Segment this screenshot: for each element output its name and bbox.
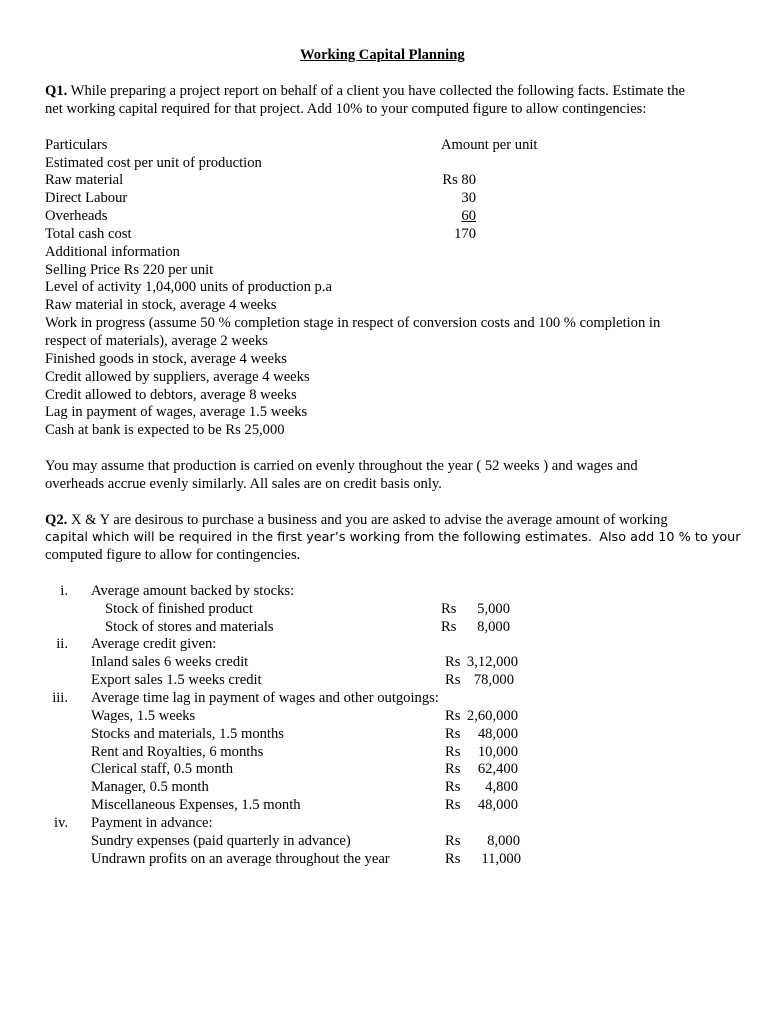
q1-cost-heading: Estimated cost per unit of production bbox=[45, 155, 262, 171]
q2-item-amount: 11,000 bbox=[481, 851, 521, 867]
q1-intro-text-1: While preparing a project report on behalf of a client you have collected the following facts. Estimate the bbox=[67, 83, 686, 99]
q1-info-line: Raw material in stock, average 4 weeks bbox=[45, 297, 277, 313]
q2-item-amount: 3,12,000 bbox=[466, 654, 518, 670]
q2-item-label: Manager, 0.5 month bbox=[91, 779, 209, 795]
q1-info-line: Additional information bbox=[45, 244, 180, 260]
q1-assumption-line-1: You may assume that production is carried on evenly throughout the year ( 52 weeks ) and wages and bbox=[45, 458, 638, 474]
q1-header-particulars: Particulars bbox=[45, 137, 108, 153]
q2-item-prefix: Rs bbox=[445, 761, 461, 777]
q2-section-heading: Average credit given: bbox=[91, 636, 217, 652]
q1-cost-amount: Rs 80 bbox=[442, 172, 476, 188]
q2-section-numeral: iv. bbox=[53, 815, 68, 831]
q1-cost-amount: 170 bbox=[454, 226, 476, 242]
q2-item-label: Inland sales 6 weeks credit bbox=[91, 654, 249, 670]
q1-cost-label: Total cash cost bbox=[45, 226, 132, 242]
q2-item-prefix: Rs bbox=[445, 797, 461, 813]
q1-info-line: Finished goods in stock, average 4 weeks bbox=[45, 351, 287, 367]
q2-item-label: Undrawn profits on an average throughout the year bbox=[91, 851, 390, 867]
q1-info-line: Credit allowed to debtors, average 8 weeks bbox=[45, 387, 297, 403]
q2-section-heading: Average amount backed by stocks: bbox=[91, 583, 295, 599]
q1-label: Q1. bbox=[45, 83, 68, 99]
q1-cost-label: Overheads bbox=[45, 208, 108, 224]
q2-item-amount: 8,000 bbox=[477, 619, 510, 635]
q2-section-heading: Payment in advance: bbox=[91, 815, 213, 831]
q1-cost-amount bbox=[400, 208, 476, 226]
q2-item-amount: 62,400 bbox=[477, 761, 518, 777]
q2-item-amount: 2,60,000 bbox=[466, 708, 518, 724]
q1-header-amount: Amount per unit bbox=[441, 137, 538, 153]
q2-item-label: Stock of finished product bbox=[105, 601, 253, 617]
q1-intro-line-1 bbox=[45, 83, 685, 101]
q1-cost-label: Raw material bbox=[45, 172, 124, 188]
q2-item-label: Clerical staff, 0.5 month bbox=[91, 761, 233, 777]
q2-item-prefix: Rs bbox=[441, 619, 457, 635]
page-title: Working Capital Planning bbox=[300, 47, 465, 63]
q2-item-label: Sundry expenses (paid quarterly in advance) bbox=[91, 833, 351, 849]
q1-info-line: Lag in payment of wages, average 1.5 weeks bbox=[45, 404, 308, 420]
q2-item-amount: 4,800 bbox=[485, 779, 518, 795]
q2-section-numeral: i. bbox=[60, 583, 68, 599]
q2-intro-line-2 bbox=[45, 529, 741, 547]
q2-item-label: Export sales 1.5 weeks credit bbox=[91, 672, 262, 688]
q1-info-line: Level of activity 1,04,000 units of production p.a bbox=[45, 279, 332, 295]
q2-label: Q2. bbox=[45, 512, 68, 528]
q2-item-prefix: Rs bbox=[445, 672, 461, 688]
q2-item-amount: 8,000 bbox=[487, 833, 520, 849]
q1-intro-line-2: net working capital required for that project. Add 10% to your computed figure to allow contingencies: bbox=[45, 101, 647, 117]
q2-item-prefix: Rs bbox=[445, 833, 461, 849]
q1-cost-label: Direct Labour bbox=[45, 190, 128, 206]
q2-item-amount: 78,000 bbox=[473, 672, 514, 688]
q2-item-prefix: Rs bbox=[445, 744, 461, 760]
q2-item-label: Wages, 1.5 weeks bbox=[91, 708, 196, 724]
q1-info-line: Credit allowed by suppliers, average 4 weeks bbox=[45, 369, 310, 385]
q2-section-numeral: ii. bbox=[56, 636, 68, 652]
q2-item-amount: 48,000 bbox=[477, 797, 518, 813]
q2-intro-text-1: X & Y are desirous to purchase a business and you are asked to advise the average amount of working bbox=[67, 512, 668, 528]
q2-item-label: Rent and Royalties, 6 months bbox=[91, 744, 264, 760]
q2-item-prefix: Rs bbox=[445, 726, 461, 742]
q2-item-prefix: Rs bbox=[445, 851, 461, 867]
q2-item-prefix: Rs bbox=[445, 779, 461, 795]
q1-info-line: respect of materials), average 2 weeks bbox=[45, 333, 268, 349]
q2-section-heading: Average time lag in payment of wages and other outgoings: bbox=[91, 690, 439, 706]
q1-overheads-amount-underlined: 60 bbox=[461, 208, 476, 224]
q2-section-numeral: iii. bbox=[52, 690, 68, 706]
q2-item-amount: 48,000 bbox=[477, 726, 518, 742]
q2-intro-line-1 bbox=[45, 512, 668, 530]
q1-info-line: Cash at bank is expected to be Rs 25,000 bbox=[45, 422, 285, 438]
q2-item-label: Stocks and materials, 1.5 months bbox=[91, 726, 284, 742]
q2-item-prefix: Rs bbox=[445, 654, 461, 670]
q2-intro-line-3: computed figure to allow for contingencies. bbox=[45, 547, 301, 563]
q1-info-line: Selling Price Rs 220 per unit bbox=[45, 262, 214, 278]
q2-item-prefix: Rs bbox=[445, 708, 461, 724]
q2-item-amount: 5,000 bbox=[477, 601, 510, 617]
q1-info-line: Work in progress (assume 50 % completion stage in respect of conversion costs and 100 % completion in bbox=[45, 315, 661, 331]
q2-item-prefix: Rs bbox=[441, 601, 457, 617]
q2-item-label: Miscellaneous Expenses, 1.5 month bbox=[91, 797, 301, 813]
q2-intro-text-2a: capital which will be required in the first year’s working from the following estimates. bbox=[45, 530, 592, 545]
q2-intro-text-2b: Also add 10 % to your bbox=[599, 530, 741, 545]
q1-assumption-line-2: overheads accrue evenly similarly. All sales are on credit basis only. bbox=[45, 476, 442, 492]
q1-cost-amount: 30 bbox=[461, 190, 476, 206]
q2-item-amount: 10,000 bbox=[477, 744, 518, 760]
q2-item-label: Stock of stores and materials bbox=[105, 619, 274, 635]
